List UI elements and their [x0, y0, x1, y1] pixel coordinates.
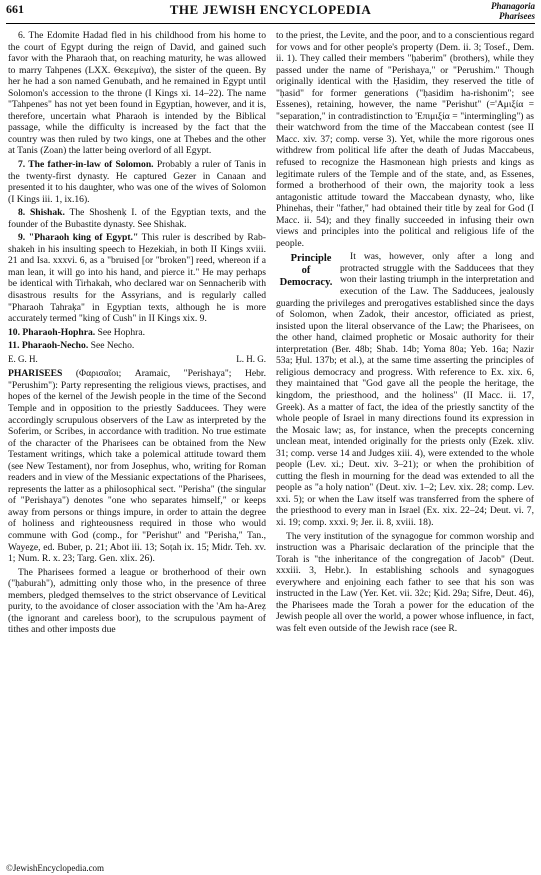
paragraph-hadad: 6. The Edomite Hadad fled in his childhood from his home to the court of Egypt during the reign of David, and gained such favor with the Pharaoh that, on reaching maturity, he was allowed to marry Tahpenes (LXX. Θεκεμίνα), the sister of the queen. By her he had a son named Genubath, and he remained in Egypt until Solomon's accession to the throne (I Kings xi. 14–22). The name "Tahpenes" has not yet been found in Egyptian, however, and it is, therefore, uncertain what Pharaoh is intended by the Biblical passage, while the difficulty is increased by the fact that the country was then ruled by two kings, one at Thebes and the other at Tanis (Zoan) the latter being overlord of all Egypt.	[8, 30, 266, 157]
paragraph-pharaoh-king: 9. "Pharaoh king of Egypt." This ruler is described by Rab-shakeh in his insulting speech to Hezekiah, in both II Kings xviii. 21 and Isa. xxxvi. 6, as a "bruised [or "broken"] reed, whereon if a man lean, it will go into his hand, and pierce it." He may perhaps be identical with Tirhakah, who declared war on Sennacherib with disastrous results for the Assyrians, and is regularly called "Pharaoh Tahraḳa" in Egyptian texts, although he is more accurately termed "king of Cush" in II Kings xix. 9.	[8, 232, 266, 325]
paragraph-pharisees-league: The Pharisees formed a league or brotherhood of their own ("ḥaburah"), admitting only those who, in the presence of three members, pledged themselves to the strict observance of Levitical purity, to the avoidance of closer association with the 'Am ha-Areẓ (the ignorant and careless boor), to the scrupulous payment of tithes and other imposts due	[8, 566, 266, 636]
margin-note: Principle of Democracy.	[279, 253, 333, 289]
paragraph-pharisees-intro: PHARISEES (Φαρισαῖοι; Aramaic, "Perishaya"; Hebr. "Perushim"): Party representing the religious views, practises, and hopes of the kernel of the Jewish people in the time of the Second Temple and in opposition to the priestly Sadducees. They were accordingly scrupulous observers of the Law as interpreted by the Soferim, or Scribes, in accordance with tradition. No true estimate of the character of the Pharisees can be obtained from the New Testament writings, which take a polemical attitude toward them (see New Testament), nor from Josephus, who, writing for Roman readers and in view of the Messianic expectations of the Pharisees, represents the latter as a philosophical sect. "Perisha" (the singular of "Perishaya") denotes "one who separates himself," or keeps away from persons or things impure, in order to attain the degree of holiness and righteousness required in those who would commune with God (comp., for "Perishut" and "Perisha," Tan., Wayeẕe, ed. Buber, p. 21; Abot iii. 13; Soṭah ix. 15; Midr. Teh. xv. 1; Num. R. x. 23; Targ. Gen. xlix. 26).	[8, 368, 266, 565]
running-head-last: Pharisees	[499, 11, 535, 21]
article-headword: PHARISEES	[8, 368, 63, 380]
header-rule	[6, 23, 535, 24]
author-signature	[8, 354, 266, 366]
left-column	[8, 30, 266, 638]
page-number: 661	[6, 2, 24, 16]
paragraph-shishak: 8. Shishak. The Shoshenḳ I. of the Egyptian texts, and the founder of the Bubastite dynasty. See Shishak.	[8, 207, 266, 230]
paragraph-hophra: 10. Pharaoh-Hophra. See Hophra.	[8, 326, 145, 338]
signature-left: E. G. H.	[8, 353, 38, 364]
paragraph-struggle: Principle of Democracy. It was, however, only after a long and protracted struggle with the Sadducees that they won their lasting triumph in the interpretation and execution of the Law. The Sadducees, jealously guarding the privileges and prerogatives established since the days of Solomon, when Zadok, their ancestor, officiated as priest, insisted upon the literal observance of the Law; the Pharisees, on the other hand, claimed prophetic or Mosaic authority for their interpretation (Ber. 48b; Shab. 14b; Yoma 80a; Yeb. 16a; Nazir 53a; Ḥul. 137b; et al.), at the same time asserting the principles of religious democracy and progress. With reference to Ex. xix. 6, they maintained that "God gave all the people the heritage, the kingdom, the priesthood, and the holiness" (II Macc. ii. 17, Greek). As a matter of fact, the idea of the priestly sanctity of the whole people of Israel in many directions found its expression in the Mosaic law; as, for instance, when the precepts concerning unclean meat, intended originally for the priests only (Ezek. xliv. 31; comp. verse 14 and Judges xiii. 4), were extended to the whole people (Lev. xi.; Deut. xiv. 3–21); or when the prohibition of cutting the flesh in mourning for the dead was extended to all the people as "a holy nation" (Deut. xiv. 1–2; Lev. xix. 28; comp. Lev. xxi. 5); or when the Law itself was transferred from the sphere of the priesthood to every man in Israel (Ex. xix. 22–24; Deut. vi. 7, xi. 19; comp. xxxi. 9; Jer. ii. 8, xviii. 18).	[276, 251, 534, 528]
publication-title: THE JEWISH ENCYCLOPEDIA	[169, 2, 372, 17]
copyright-footer: ©JewishEncyclopedia.com	[6, 863, 105, 873]
paragraph-necho: 11. Pharaoh-Necho. See Necho.	[8, 340, 135, 352]
paragraph-continued: to the priest, the Levite, and the poor, and to a conscientious regard for vows and for other people's property (Dem. ii. 3; Tosef., Dem. ii. 1). They called their members "ḥaberim" (brothers), while they passed under the name of "Perishaya," or "Perushim." Though originally identical with the Ḥasidim, they reserved the title of "ḥasid" for former generations ("ḥasidim ha-rishonim"; see Essenes), retaining, however, the name "Perishut" (='Αμιξία = "separation," in contradistinction to 'Επιμιξία = "intermingling") as their watchword from the time of the Maccabean contest (see II Macc. xiv. 37; comp. verse 3). Yet, while the more rigorous ones withdrew from political life after the death of Judas Maccabeus, refused to recognize the Hasmonean high priests and kings as legitimate rulers of the Temple and of the state, and, as Essenes, formed a brotherhood of their own, the majority took a less antagonistic attitude toward the Maccabean dynasty, who, like Phinehas, their "father," had obtained their title by zeal for God (I Macc. ii. 54); and they finally succeeded in infusing their own views and principles into the political and religious life of the people.	[276, 30, 534, 249]
running-head	[491, 1, 535, 21]
running-head-first: Phanagoria	[490, 1, 535, 11]
right-column	[276, 30, 534, 636]
signature-right: L. H. G.	[236, 353, 266, 364]
paragraph-synagogue: The very institution of the synagogue for common worship and instruction was a Pharisaic declaration of the principle that the Torah is "the inheritance of the congregation of Jacob" (Deut. xxxiii. 3, Hebr.). In establishing schools and synagogues everywhere and enjoining each father to see that his son was instructed in the Law (Yer. Ket. vii. 32c; Ḳid. 29a; Sifre, Deut. 46), the Pharisees made the Torah a power for the education of the Jewish people all over the world, a power whose influence, in fact, was felt even outside of the Jewish race (see R.	[276, 530, 534, 634]
paragraph-father-in-law: 7. The father-in-law of Solomon. Probably a ruler of Tanis in the twenty-first dynasty. He captured Gezer in Canaan and presented it to his daughter, who was one of the wives of Solomon (I Kings iii. 1, ix.16).	[8, 159, 266, 205]
page-header	[6, 2, 535, 24]
